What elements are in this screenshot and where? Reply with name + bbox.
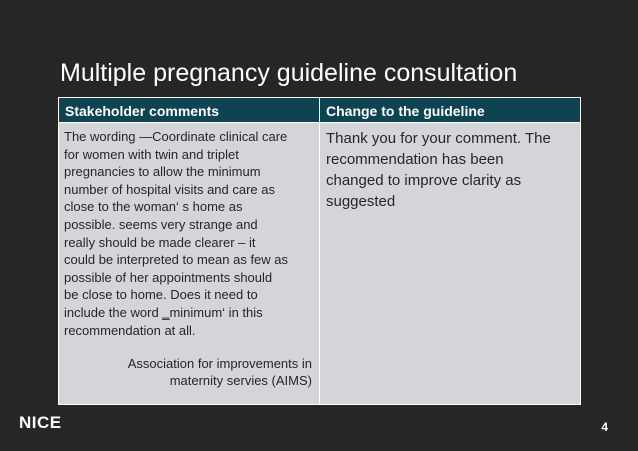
table-row [59, 123, 581, 405]
guideline-change-cell [320, 123, 581, 405]
slide-title: Multiple pregnancy guideline consultation [60, 59, 518, 87]
stakeholder-attribution: Association for improvements in maternity servies (AIMS) [127, 356, 312, 389]
header-stakeholder-comments: Stakeholder comments [59, 98, 320, 123]
nice-logo: NICE [19, 413, 62, 432]
stakeholder-comment-cell [59, 123, 320, 405]
comments-table [58, 97, 581, 405]
guideline-change-text: Thank you for your comment. The recommendation has been changed to improve clarity as suggested [326, 130, 551, 210]
stakeholder-comment-text: The wording —Coordinate clinical care for women with twin and triplet pregnancies to allow the minimum number of hospital visits and care as close to the woman‘ s home as possible. seems very strange and really should be made clearer – it could be interpreted to mean as few as possible of her appointments should be close to home. Does it need to include the word ‗minimum‘ in this recommendation at all. [64, 129, 289, 338]
table-header-row [59, 98, 581, 123]
page-number: 4 [601, 420, 608, 434]
header-change-to-guideline: Change to the guideline [320, 98, 581, 123]
